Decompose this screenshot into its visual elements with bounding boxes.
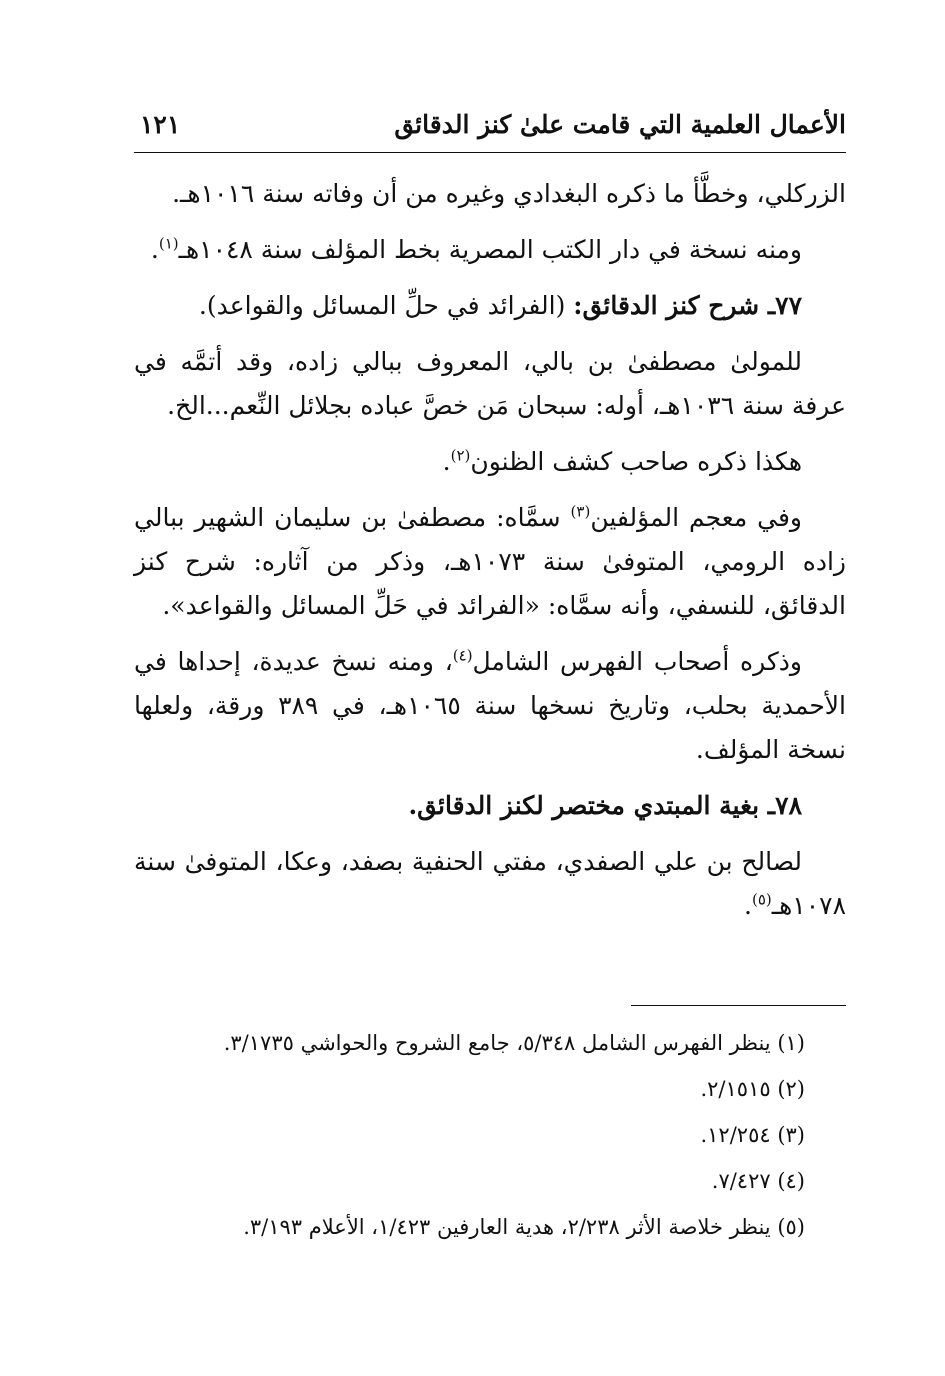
footnote-item: (١) ينظر الفهرس الشامل ٥/٣٤٨، جامع الشروح والحواشي ٣/١٧٣٥. (223, 1031, 805, 1055)
paragraph-author (134, 340, 846, 428)
footnote-ref: (٣) (570, 502, 591, 521)
paragraph-text: ، ومنه نسخ عديدة، إحداها في الأحمدية بحلب، وتاريخ نسخها سنة ١٠٦٥هـ، في ٣٨٩ ورقة، ولعلها نسخة المؤلف. (134, 647, 846, 764)
entry-heading-77 (134, 284, 846, 328)
paragraph-manuscript-note (134, 228, 846, 272)
footnote-item: (٢) ٢/١٥١٥. (700, 1077, 805, 1101)
running-title: الأعمال العلمية التي قامت علىٰ كنز الدقائق (394, 110, 846, 139)
paragraph-text: ومنه نسخة في دار الكتب المصرية بخط المؤلف سنة ١٠٤٨هـ (178, 235, 802, 264)
paragraph-text: الزركلي، وخطَّأ ما ذكره البغدادي وغيره من أن وفاته سنة ١٠١٦هـ. (172, 179, 846, 208)
entry-label: ٧٧ـ شرح كنز الدقائق: (573, 291, 802, 320)
paragraph-text: لصالح بن علي الصفدي، مفتي الحنفية بصفد، وعكا، المتوفىٰ سنة ١٠٧٨هـ (134, 847, 846, 920)
footnotes (135, 1020, 805, 1250)
page-number: ١٢١ (140, 110, 181, 139)
paragraph-text: وفي معجم المؤلفين (590, 503, 802, 532)
paragraph-end: . (744, 891, 752, 920)
paragraph-text: هكذا ذكره صاحب كشف الظنون (470, 447, 802, 476)
entry-heading-78 (134, 784, 846, 828)
main-text (134, 172, 846, 940)
footnote-item: (٥) ينظر خلاصة الأثر ٢/٢٣٨، هدية العارفين ١/٤٢٣، الأعلام ٣/١٩٣. (243, 1215, 805, 1239)
paragraph-text: وذكره أصحاب الفهرس الشامل (472, 647, 802, 676)
paragraph-text: سمَّاه: مصطفىٰ بن سليمان الشهير ببالي زاده الرومي، المتوفىٰ سنة ١٠٧٣هـ، وذكر من آثاره: شرح كنز الدقائق، للنسفي، وأنه سمَّاه: «الفرائد في حَلِّ المسائل والقواعد». (134, 503, 847, 620)
paragraph-fihris (134, 640, 846, 772)
paragraph-end: . (442, 447, 451, 476)
paragraph-mujam (134, 496, 846, 628)
page-header (134, 108, 846, 153)
paragraph-continuation (134, 172, 846, 216)
paragraph-safadi (134, 840, 846, 928)
footnote-item: (٣) ١٢/٢٥٤. (700, 1123, 805, 1147)
footnote-ref: (٢) (450, 446, 471, 465)
footnote-ref: (٤) (452, 646, 473, 665)
footnote-separator (631, 1005, 846, 1006)
paragraph-text: للمولىٰ مصطفىٰ بن بالي، المعروف ببالي زاده، وقد أتمَّه في عرفة سنة ١٠٣٦هـ، أوله: سبحان مَن خصَّ عباده بجلائل النِّعم...الخ. (134, 347, 846, 420)
footnote-ref: (٥) (751, 890, 772, 909)
footnote-ref: (١) (158, 234, 179, 253)
paragraph-kashf (134, 440, 846, 484)
entry-title: (الفرائد في حلِّ المسائل والقواعد). (198, 291, 574, 320)
footnote-item: (٤) ٧/٤٢٧. (711, 1169, 805, 1193)
paragraph-end: . (150, 235, 159, 264)
entry-label: ٧٨ـ بغية المبتدي مختصر لكنز الدقائق. (408, 791, 802, 820)
